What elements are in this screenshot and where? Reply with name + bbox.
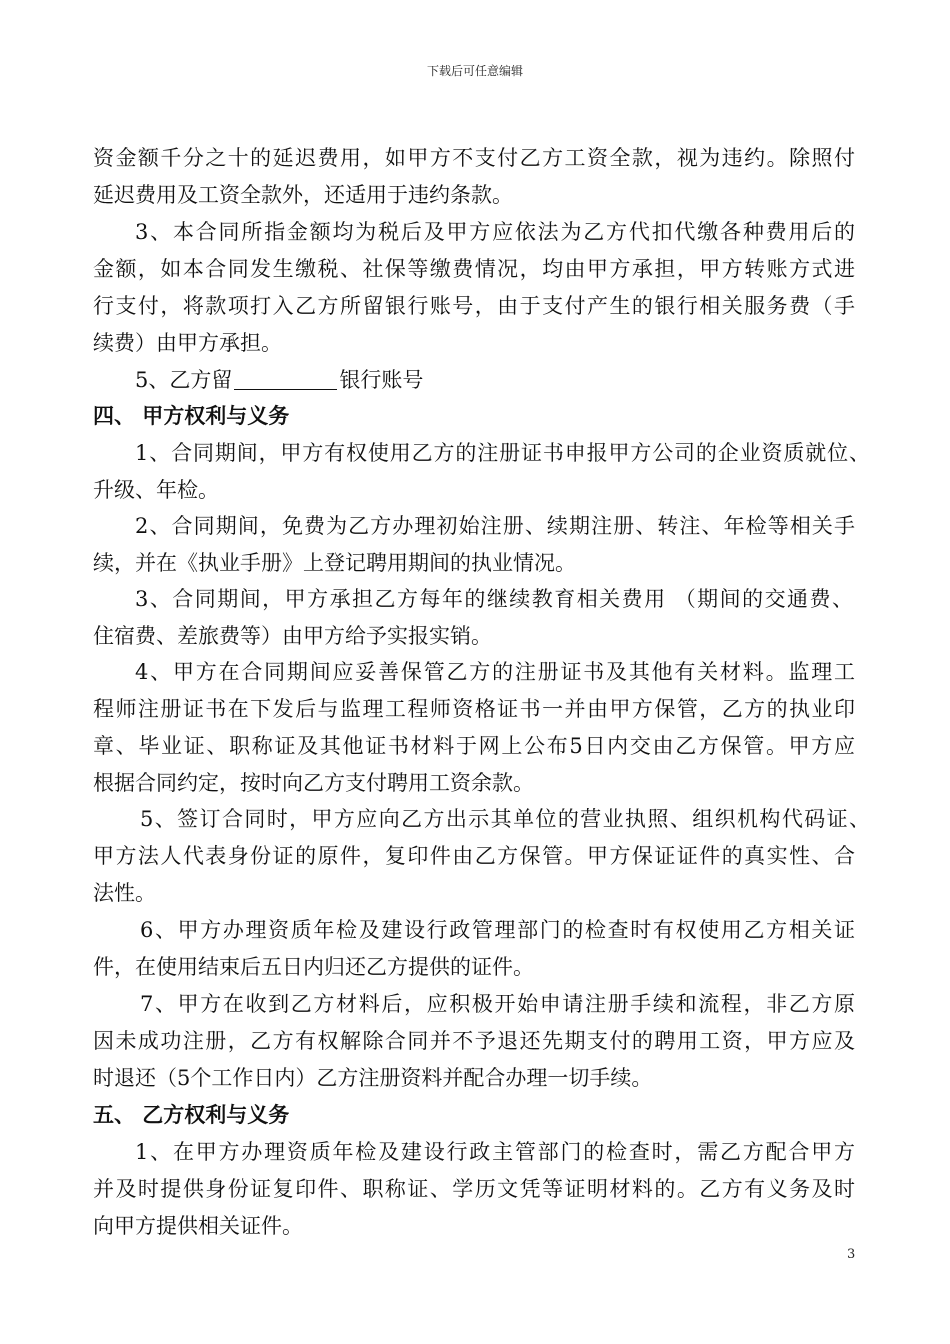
paragraph-line: 6、甲方办理资质年检及建设行政管理部门的检查时有权使用乙方相关证 (140, 918, 855, 942)
section-heading-4: 四、 甲方权利与义务 (93, 403, 290, 428)
paragraph-line: 法性。 (93, 881, 156, 905)
paragraph-line: 并及时提供身份证复印件、职称证、学历文凭等证明材料的。乙方有义务及时 (93, 1177, 855, 1201)
paragraph-line: 续费）由甲方承担。 (93, 331, 282, 355)
paragraph-line: 章、毕业证、职称证及其他证书材料于网上公布5日内交由乙方保管。甲方应 (93, 734, 855, 758)
bank-account-suffix: 银行账号 (339, 368, 424, 392)
paragraph-line: 1、合同期间，甲方有权使用乙方的注册证书申报甲方公司的企业资质就位、 (135, 441, 870, 465)
paragraph-line: 件，在使用结束后五日内归还乙方提供的证件。 (93, 955, 534, 979)
paragraph-line: 5、签订合同时，甲方应向乙方出示其单位的营业执照、组织机构代码证、 (140, 807, 870, 831)
paragraph-line: 3、本合同所指金额均为税后及甲方应依法为乙方代扣代缴各种费用后的 (135, 220, 855, 244)
bank-account-prefix: 5、乙方留 (135, 368, 233, 392)
paragraph-line: 7、甲方在收到乙方材料后，应积极开始申请注册手续和流程，非乙方原 (140, 992, 855, 1016)
page-number: 3 (847, 1247, 856, 1262)
paragraph-line: 延迟费用及工资全款外，还适用于违约条款。 (93, 183, 513, 207)
paragraph-line: 住宿费、差旅费等）由甲方给予实报实销。 (93, 624, 492, 648)
paragraph-line: 向甲方提供相关证件。 (93, 1214, 303, 1238)
section-heading-5: 五、 乙方权利与义务 (93, 1102, 290, 1127)
paragraph-line: 续，并在《执业手册》上登记聘用期间的执业情况。 (93, 551, 576, 575)
bank-account-blank (234, 369, 337, 390)
paragraph-line: 行支付，将款项打入乙方所留银行账号，由于支付产生的银行相关服务费（手 (93, 294, 855, 318)
paragraph-line: 3、合同期间，甲方承担乙方每年的继续教育相关费用 （期间的交通费、 (135, 587, 853, 611)
paragraph-line: 根据合同约定，按时向乙方支付聘用工资余款。 (93, 771, 534, 795)
paragraph-line: 甲方法人代表身份证的原件，复印件由乙方保管。甲方保证证件的真实性、合 (93, 844, 855, 868)
paragraph-line: 4、甲方在合同期间应妥善保管乙方的注册证书及其他有关材料。监理工 (135, 660, 855, 684)
bank-account-line (135, 368, 423, 392)
paragraph-line: 程师注册证书在下发后与监理工程师资格证书一并由甲方保管，乙方的执业印 (93, 697, 855, 721)
paragraph-line: 金额，如本合同发生缴税、社保等缴费情况，均由甲方承担，甲方转账方式进 (93, 257, 855, 281)
page-header-note: 下载后可任意编辑 (426, 64, 523, 78)
paragraph-line: 1、在甲方办理资质年检及建设行政主管部门的检查时，需乙方配合甲方 (135, 1140, 855, 1164)
paragraph-line: 2、合同期间，免费为乙方办理初始注册、续期注册、转注、年检等相关手 (135, 514, 855, 538)
paragraph-line: 升级、年检。 (93, 478, 219, 502)
paragraph-line: 时退还（5个工作日内）乙方注册资料并配合办理一切手续。 (93, 1066, 653, 1090)
paragraph-line: 资金额千分之十的延迟费用，如甲方不支付乙方工资全款，视为违约。除照付 (93, 146, 855, 170)
paragraph-line: 因未成功注册，乙方有权解除合同并不予退还先期支付的聘用工资，甲方应及 (93, 1029, 855, 1053)
